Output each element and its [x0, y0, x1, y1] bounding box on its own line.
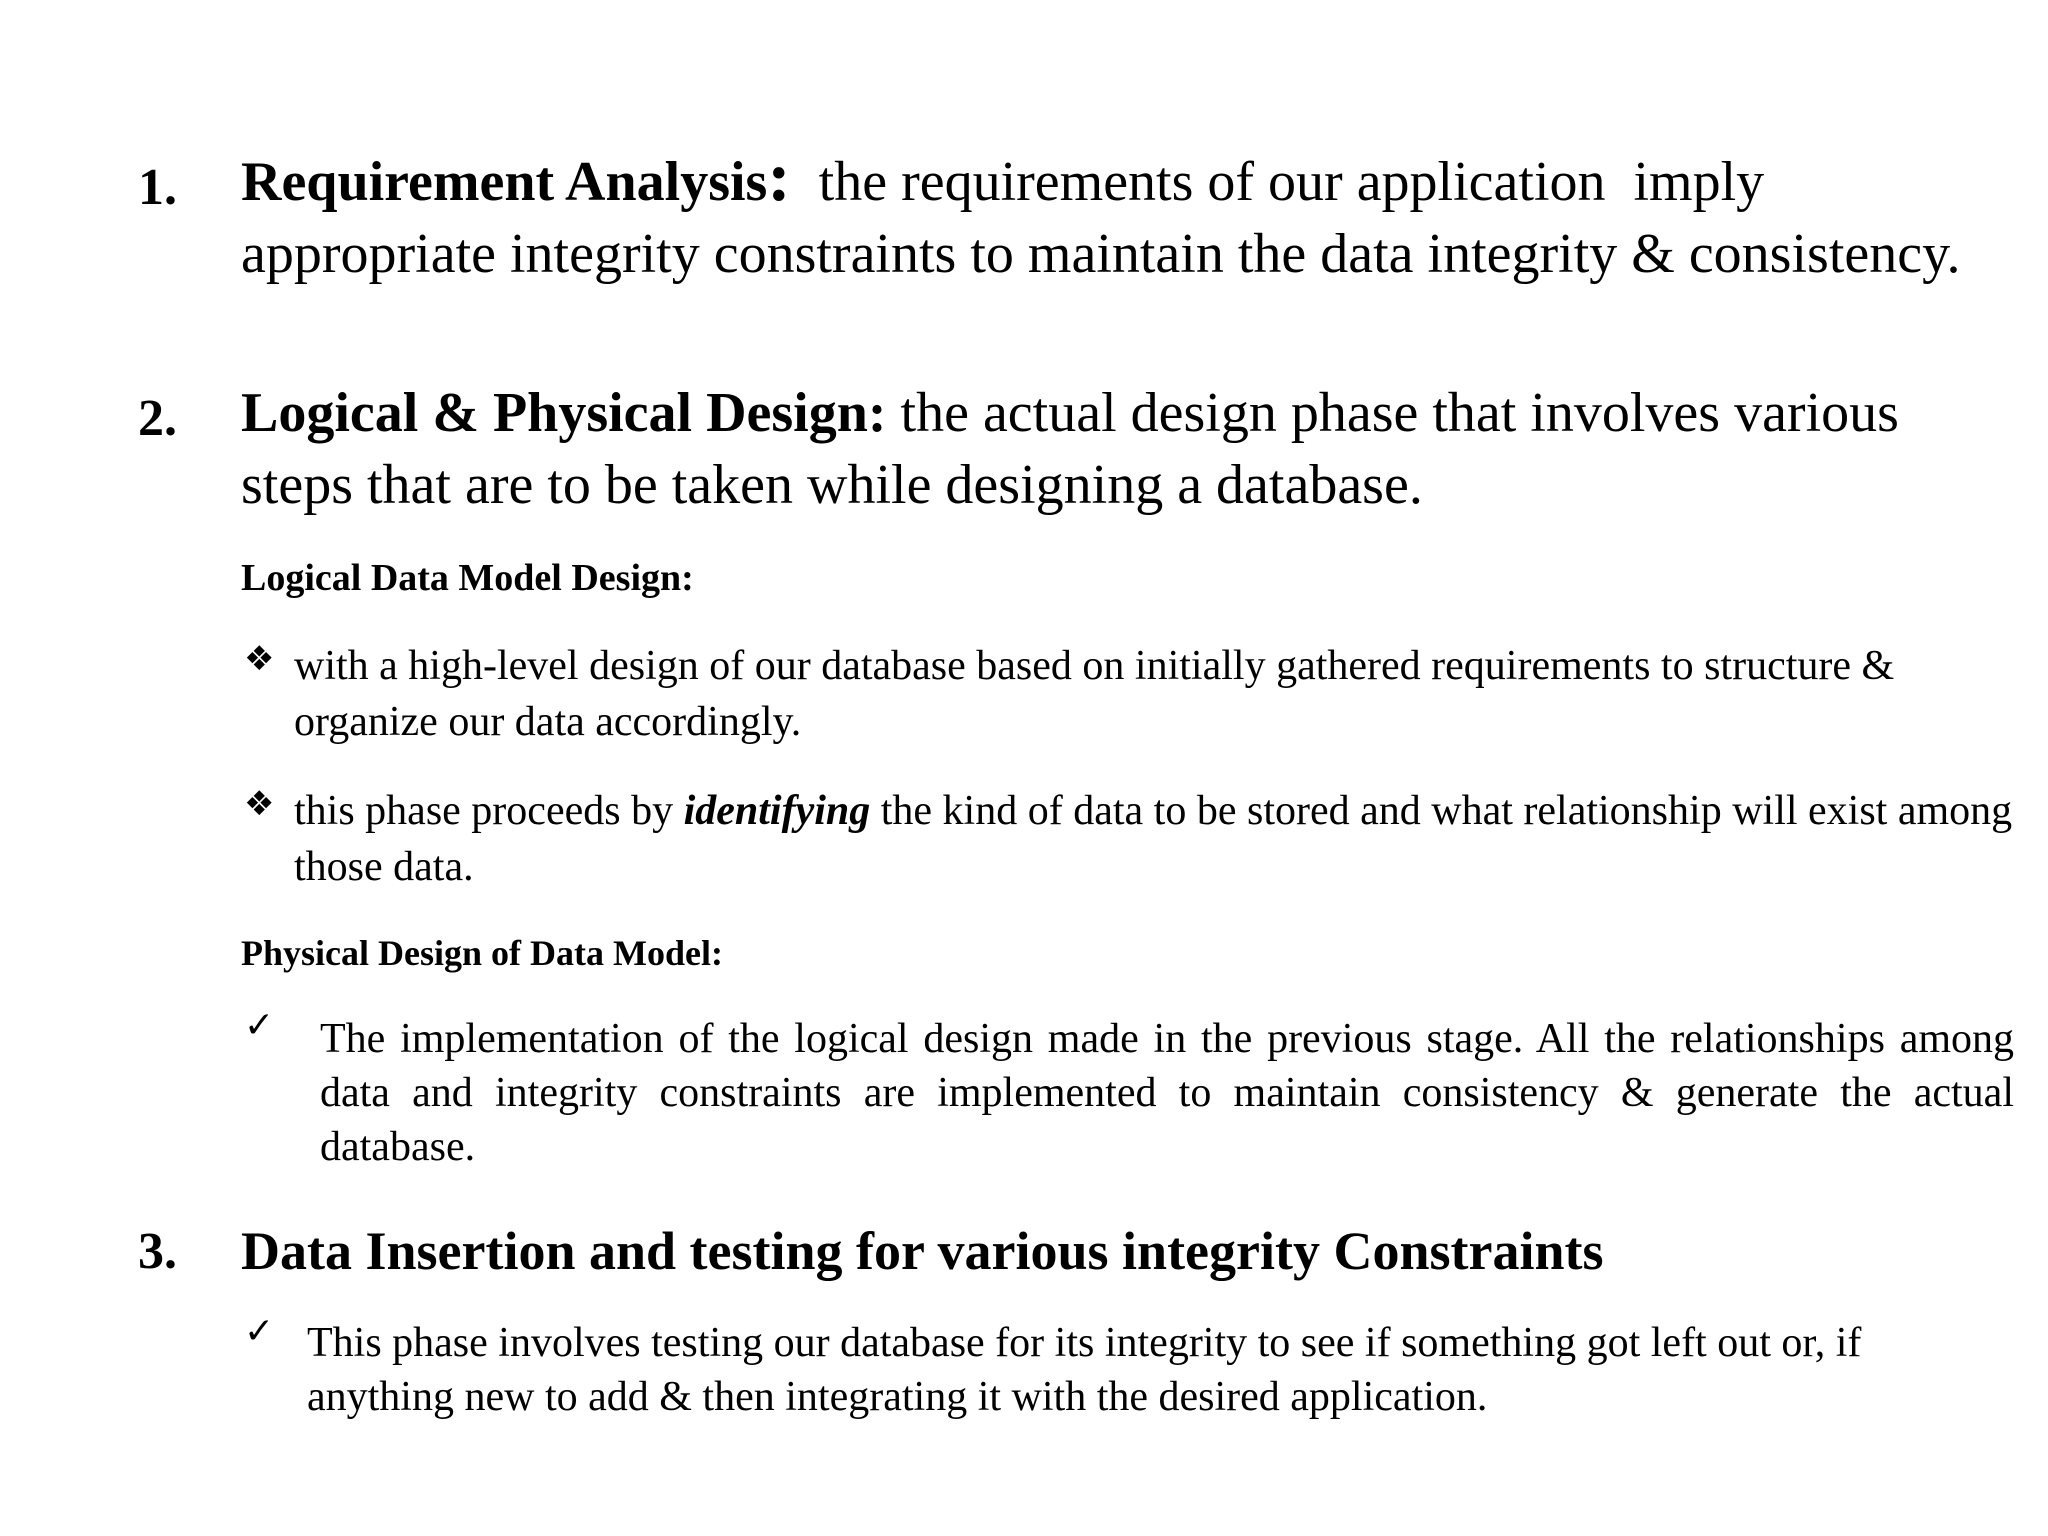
diamond-bullet-icon: ❖: [244, 639, 275, 679]
item-logical-physical-design: [241, 377, 2011, 521]
testing-text: This phase involves testing our database for its integrity to see if something got left out or, if anything new to add & then integrating it with the desired application.: [307, 1320, 1862, 1420]
item-number-2: 2.: [138, 390, 177, 447]
item-requirement-analysis: [241, 139, 2011, 290]
diamond-bullet-icon: ❖: [244, 784, 275, 824]
item-number-1: 1.: [138, 159, 177, 216]
item-term: Logical & Physical Design:: [241, 382, 887, 444]
logical-data-model-heading: Logical Data Model Design:: [241, 557, 694, 599]
checkmark-icon: ✓: [244, 1311, 275, 1352]
item-description: the requirements of our application imply appropriate integrity constraints to maintain the data integrity & consistency.: [241, 151, 1961, 285]
emphasis-identifying: identifying: [683, 788, 871, 834]
item-term: Requirement Analysis: [241, 151, 768, 213]
logical-bullet-1: with a high-level design of our database based on initially gathered requirements to structure & organize our data accordingly.: [294, 643, 1895, 745]
logical-bullet-2: [294, 783, 2023, 895]
bullet-text-after: the kind of data to be stored and what relationship will exist among those data.: [294, 788, 2023, 890]
item-number-3: 3.: [138, 1223, 177, 1280]
physical-design-heading: Physical Design of Data Model:: [241, 933, 723, 973]
physical-design-text: The implementation of the logical design made in the previous stage. All the relationships among data and integrity constraints are implemented to maintain consistency & generate the actual database.: [320, 1016, 2014, 1170]
item-colon: :: [767, 139, 791, 216]
bullet-text-before: this phase proceeds by: [294, 788, 684, 834]
data-insertion-heading: Data Insertion and testing for various integrity Constraints: [241, 1221, 1604, 1281]
item-description: the actual design phase that involves various steps that are to be taken while designing a database.: [241, 382, 1899, 516]
checkmark-icon: ✓: [244, 1005, 275, 1046]
